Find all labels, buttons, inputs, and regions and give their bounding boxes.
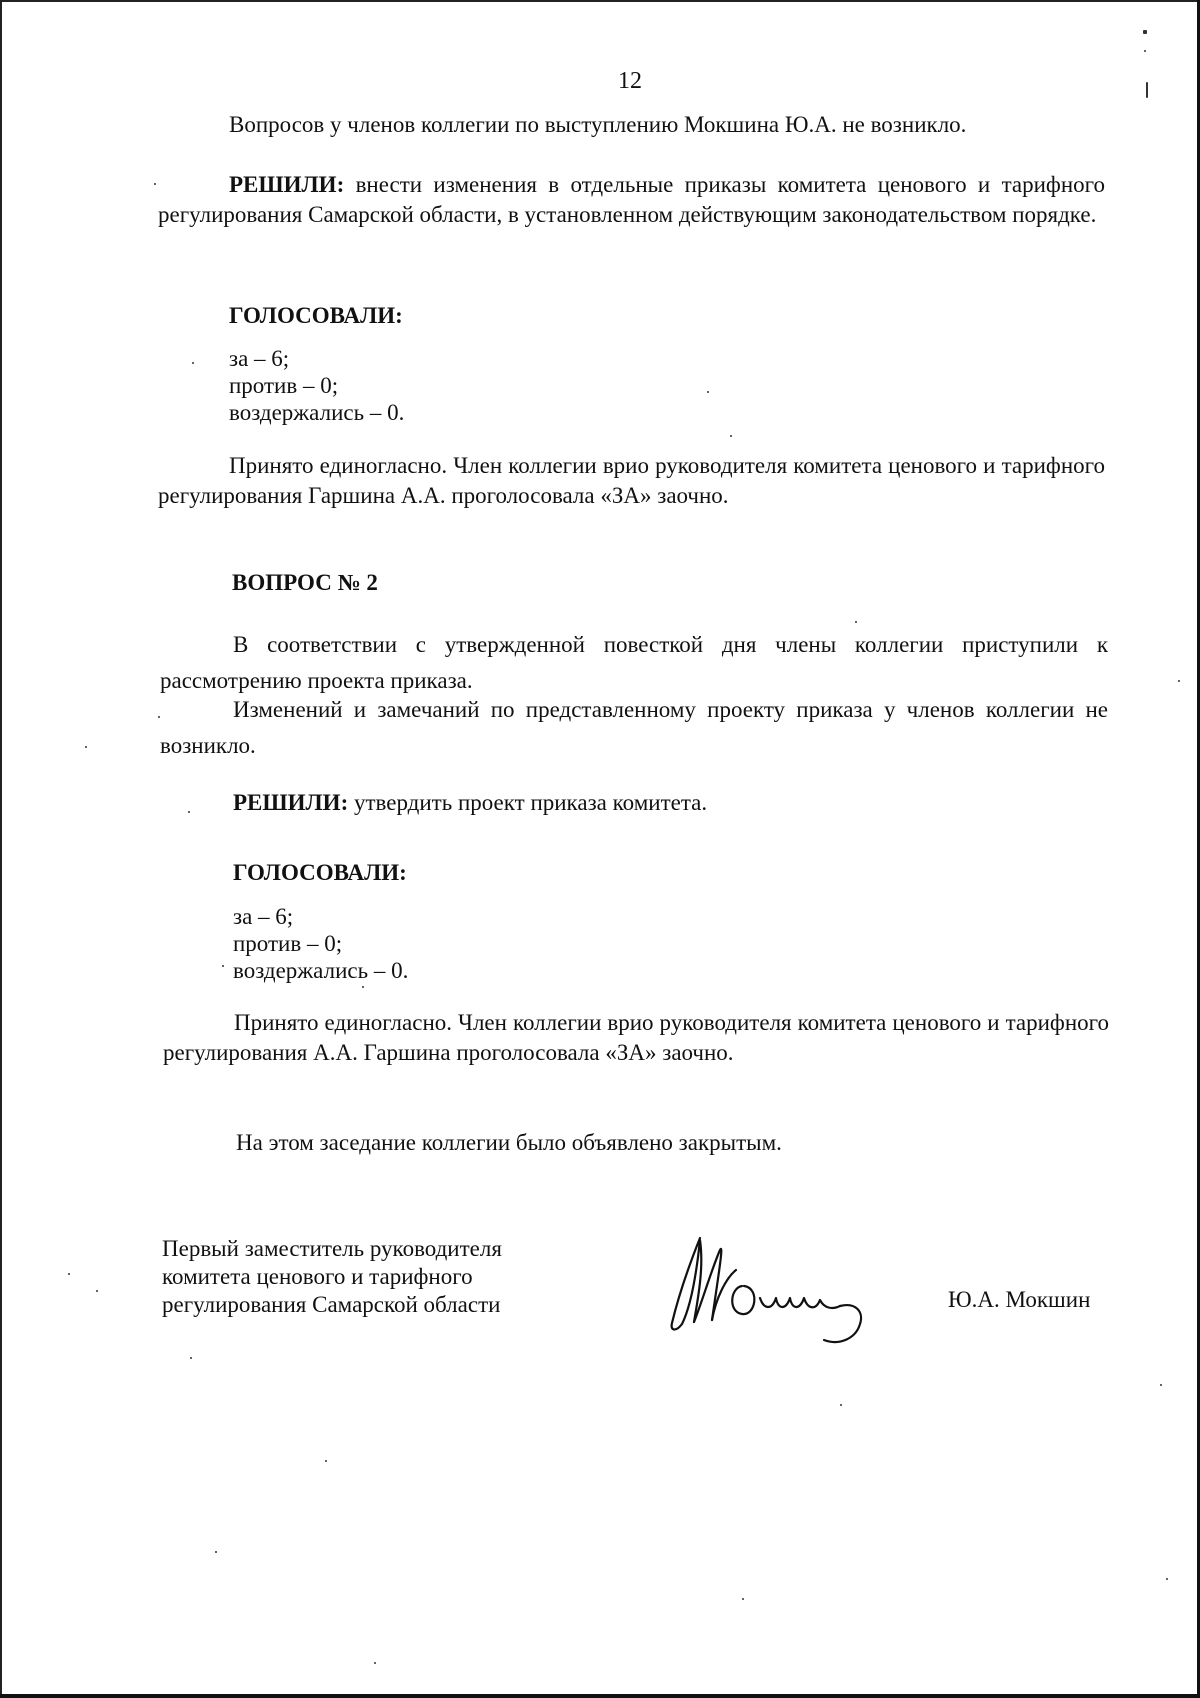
scan-speck (192, 362, 194, 364)
signer-position-line-2: комитета ценового и тарифного (162, 1264, 473, 1289)
adopted-paragraph-2: Принято единогласно. Член коллегии врио руководителя комитета ценового и тарифного регулирования А.А. Гаршина проголосовала «ЗА» заочно. (163, 1010, 1109, 1065)
agenda-paragraph: В соответствии с утвержденной повесткой дня члены коллегии приступили к рассмотрению проекта приказа. (160, 632, 1108, 693)
resolved-paragraph-1 (158, 170, 1105, 230)
vote-list-2 (233, 903, 408, 984)
scan-speck (96, 1290, 98, 1292)
vote-abstained: воздержались – 0. (229, 400, 405, 425)
scan-speck (188, 811, 190, 813)
meeting-closed-text: На этом заседание коллегии было объявлено закрытым. (236, 1130, 782, 1155)
adopted-paragraph-1: Принято единогласно. Член коллегии врио руководителя комитета ценового и тарифного регулирования Гаршина А.А. проголосовала «ЗА» заочно. (158, 453, 1105, 508)
resolved-text-2: утвердить проект приказа комитета. (348, 790, 708, 815)
resolved-text: внести изменения в отдельные приказы комитета ценового и тарифного регулирования Самарской области, в установленном действующим законодательством порядке. (158, 172, 1105, 227)
scan-speck (222, 965, 224, 967)
scan-speck (1166, 1578, 1168, 1580)
signer-position-line-1: Первый заместитель руководителя (162, 1236, 502, 1261)
scan-speck (840, 1404, 842, 1406)
scan-speck (707, 391, 709, 393)
scan-speck (215, 1551, 217, 1553)
vote-list-1 (229, 345, 404, 426)
scan-speck (158, 716, 160, 718)
scan-speck (1160, 1384, 1162, 1386)
scan-speck (362, 986, 364, 988)
resolved-label-2: РЕШИЛИ: (233, 790, 349, 815)
scan-speck (325, 1460, 327, 1462)
handwritten-signature (660, 1228, 890, 1348)
signer-position (162, 1235, 502, 1319)
page-bottom-edge (0, 1694, 1200, 1698)
no-questions-text: Вопросов у членов коллегии по выступлению Мокшина Ю.А. не возникло. (229, 112, 967, 137)
resolved-label: РЕШИЛИ: (229, 172, 345, 197)
scan-speck (190, 1357, 192, 1359)
page-top-edge (0, 0, 1200, 2)
signer-name: Ю.А. Мокшин (948, 1287, 1091, 1312)
vote-abstained-2: воздержались – 0. (233, 958, 409, 983)
page-number: 12 (618, 68, 642, 94)
vote-for-2: за – 6; (233, 904, 294, 929)
resolved-paragraph-2 (233, 788, 707, 818)
no-changes-paragraph: Изменений и замечаний по представленному проекту приказа у членов коллегии не возникло. (160, 697, 1108, 758)
vote-for: за – 6; (229, 346, 290, 371)
voted-heading-2: ГОЛОСОВАЛИ: (233, 860, 407, 885)
signer-position-line-3: регулирования Самарской области (162, 1292, 501, 1317)
scan-speck (374, 1662, 376, 1664)
scan-speck (1146, 82, 1148, 98)
scan-speck (85, 746, 87, 748)
scan-speck (1144, 50, 1146, 52)
vote-against-2: против – 0; (233, 931, 343, 956)
scan-speck (742, 1598, 744, 1600)
vote-against: против – 0; (229, 373, 339, 398)
scan-speck (1143, 30, 1147, 34)
scan-speck (154, 183, 156, 185)
scan-speck (1178, 680, 1180, 682)
page-left-edge (0, 0, 2, 1698)
scan-speck (68, 1273, 70, 1275)
scan-speck (730, 435, 732, 437)
question-2-heading: ВОПРОС № 2 (232, 570, 378, 595)
voted-heading: ГОЛОСОВАЛИ: (229, 303, 403, 328)
scan-speck (855, 621, 857, 623)
